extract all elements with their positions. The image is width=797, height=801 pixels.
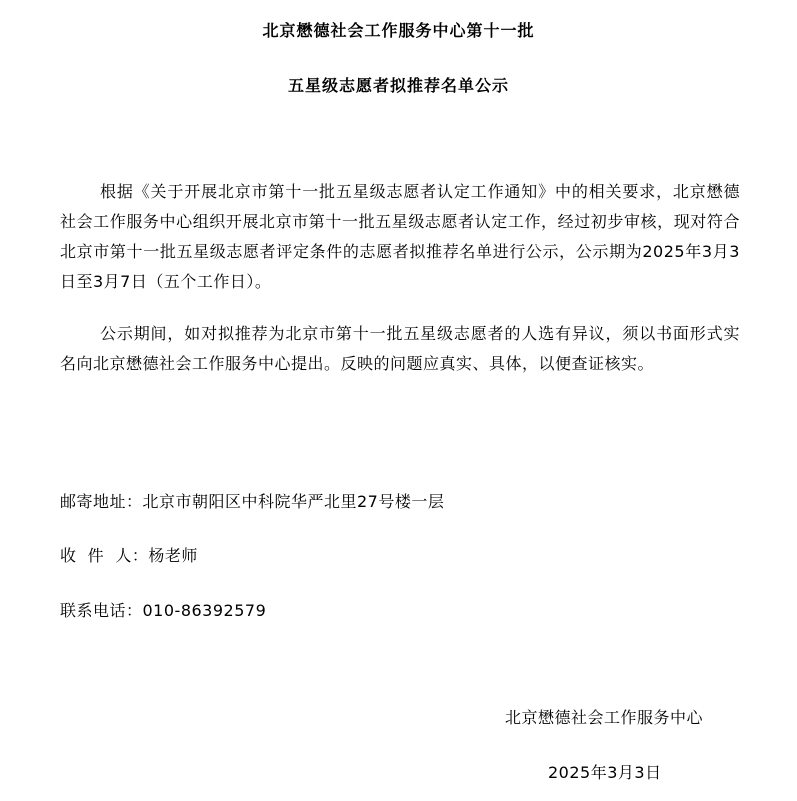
mailing-address: 邮寄地址：北京市朝阳区中科院华严北里27号楼一层 (60, 492, 445, 511)
body-paragraph-1: 根据《关于开展北京市第十一批五星级志愿者认定工作通知》中的相关要求，北京懋德社会工作服务中心组织开展北京市第十一批五星级志愿者认定工作，经过初步审核，现对符合北京市第十一批五星级志愿者评定条件的志愿者拟推荐名单进行公示，公示期为2025年3月3日至3月7日（五个工作日）。 (60, 182, 740, 291)
body-paragraph-2: 公示期间，如对拟推荐为北京市第十一批五星级志愿者的人选有异议，须以书面形式实名向北京懋德社会工作服务中心提出。反映的问题应真实、具体，以便查证核实。 (60, 324, 740, 373)
signature-organization: 北京懋德社会工作服务中心 (505, 708, 704, 727)
signature-date: 2025年3月3日 (548, 763, 662, 782)
contact-phone: 联系电话：010-86392579 (60, 601, 267, 620)
notice-title-line-2: 五星级志愿者拟推荐名单公示 (287, 76, 509, 95)
recipient: 收 件 人：杨老师 (60, 546, 198, 565)
notice-title-line-1: 北京懋德社会工作服务中心第十一批 (262, 21, 535, 40)
